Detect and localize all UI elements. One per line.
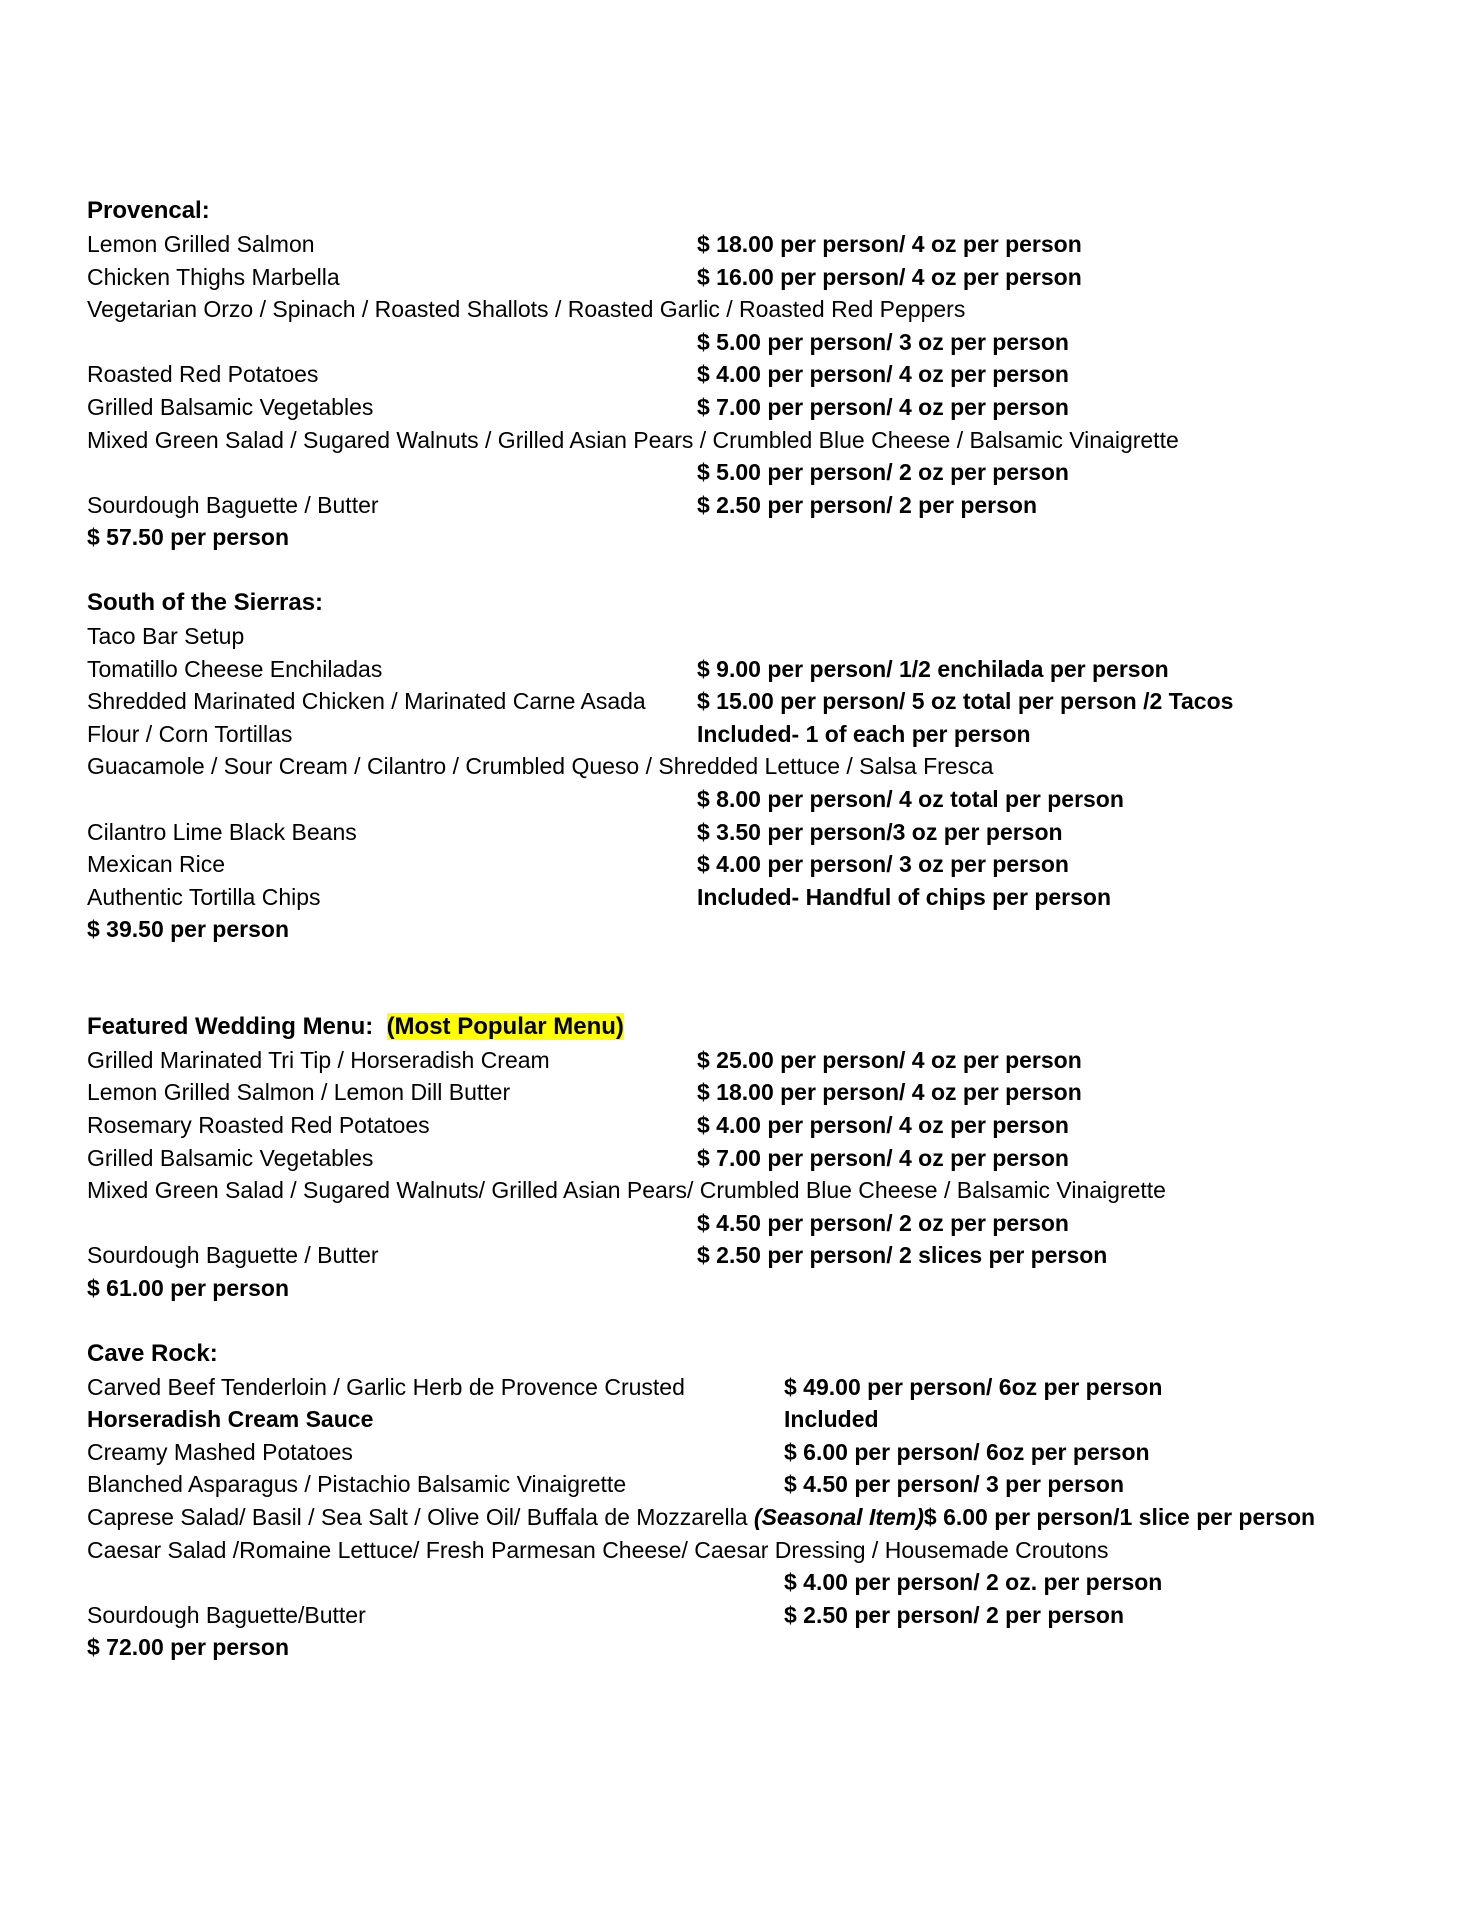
section-total: $ 61.00 per person: [87, 1275, 289, 1302]
menu-item: Caesar Salad /Romaine Lettuce/ Fresh Parmesan Cheese/ Caesar Dressing / Housemade Croutons: [87, 1536, 1109, 1563]
menu-item: Grilled Balsamic Vegetables: [87, 1144, 374, 1171]
menu-item: Lemon Grilled Salmon / Lemon Dill Butter: [87, 1079, 511, 1106]
menu-item: Grilled Marinated Tri Tip / Horseradish Cream: [87, 1046, 550, 1073]
menu-row: [87, 1501, 1467, 1534]
menu-section-provencal: [87, 194, 1467, 554]
menu-item: Sourdough Baguette / Butter: [87, 491, 379, 518]
section-total: $ 72.00 per person: [87, 1634, 289, 1661]
menu-price: $ 16.00 per person/ 4 oz per person: [697, 263, 1082, 290]
menu-price: $ 2.50 per person/ 2 per person: [697, 491, 1038, 518]
menu-price: $ 7.00 per person/ 4 oz per person: [697, 393, 1069, 420]
menu-item: Flour / Corn Tortillas: [87, 720, 293, 747]
menu-row: [87, 326, 1467, 359]
menu-price: $ 7.00 per person/ 4 oz per person: [697, 1144, 1069, 1171]
menu-row: [87, 1436, 1467, 1469]
menu-row: [87, 293, 1467, 326]
menu-item: Mixed Green Salad / Sugared Walnuts / Grilled Asian Pears / Crumbled Blue Cheese / Balsamic Vinaigrette: [87, 426, 1179, 453]
menu-price: $ 25.00 per person/ 4 oz per person: [697, 1046, 1082, 1073]
menu-item: Blanched Asparagus / Pistachio Balsamic Vinaigrette: [87, 1471, 627, 1498]
menu-item: Mexican Rice: [87, 851, 226, 878]
menu-row: [87, 620, 1467, 653]
menu-item: Sourdough Baguette/Butter: [87, 1601, 366, 1628]
menu-item: Cilantro Lime Black Beans: [87, 818, 357, 845]
menu-price: $ 2.50 per person/ 2 slices per person: [697, 1242, 1108, 1269]
menu-price: $ 15.00 per person/ 5 oz total per person /2 Tacos: [697, 688, 1234, 715]
menu-row: [87, 1403, 1467, 1436]
menu-item: Carved Beef Tenderloin / Garlic Herb de Provence Crusted: [87, 1373, 685, 1400]
menu-item: Mixed Green Salad / Sugared Walnuts/ Grilled Asian Pears/ Crumbled Blue Cheese / Balsamic Vinaigrette: [87, 1177, 1166, 1204]
menu-price: Included: [784, 1406, 879, 1433]
menu-price: $ 2.50 per person/ 2 per person: [784, 1601, 1125, 1628]
menu-item: Shredded Marinated Chicken / Marinated Carne Asada: [87, 688, 646, 715]
section-title: Provencal:: [87, 197, 210, 224]
menu-section-featured-wedding: [87, 1010, 1467, 1305]
menu-item: Chicken Thighs Marbella: [87, 263, 340, 290]
menu-item-with-note: [87, 1501, 1315, 1534]
menu-row: [87, 718, 1467, 751]
section-title: South of the Sierras:: [87, 588, 324, 616]
menu-row: [87, 1207, 1467, 1240]
menu-row: [87, 783, 1467, 816]
menu-row: [87, 424, 1467, 457]
menu-row: [87, 1142, 1467, 1175]
menu-item: Lemon Grilled Salmon: [87, 231, 315, 257]
menu-item: Tomatillo Cheese Enchiladas: [87, 655, 383, 682]
menu-price: $ 4.00 per person/ 3 oz per person: [697, 851, 1069, 878]
menu-row: [87, 1371, 1467, 1404]
menu-price: $ 5.00 per person/ 2 oz per person: [697, 459, 1069, 486]
menu-section-south-of-the-sierras: [87, 586, 1467, 946]
menu-price: $ 3.50 per person/3 oz per person: [697, 818, 1063, 845]
menu-row: [87, 489, 1467, 522]
menu-price: Included- 1 of each per person: [697, 720, 1031, 747]
menu-row: [87, 1239, 1467, 1272]
menu-price: $ 5.00 per person/ 3 oz per person: [697, 328, 1069, 355]
menu-row: [87, 1109, 1467, 1142]
menu-row: [87, 1534, 1467, 1567]
menu-row: [87, 1174, 1467, 1207]
menu-price: $ 18.00 per person/ 4 oz per person: [697, 231, 1082, 257]
menu-item: Guacamole / Sour Cream / Cilantro / Crumbled Queso / Shredded Lettuce / Salsa Fresca: [87, 753, 994, 780]
menu-row: [87, 881, 1467, 914]
menu-row: [87, 228, 1467, 261]
menu-price: $ 9.00 per person/ 1/2 enchilada per person: [697, 655, 1169, 682]
menu-price: $ 49.00 per person/ 6oz per person: [784, 1373, 1163, 1400]
section-title-row: [87, 1010, 1467, 1044]
menu-price: $ 4.00 per person/ 2 oz. per person: [784, 1569, 1163, 1596]
menu-item: Authentic Tortilla Chips: [87, 883, 321, 910]
menu-row: [87, 1599, 1467, 1632]
menu-row: [87, 1044, 1467, 1077]
menu-price: $ 4.00 per person/ 4 oz per person: [697, 361, 1069, 388]
menu-price: $ 6.00 per person/1 slice per person: [923, 1504, 1316, 1530]
section-total: $ 39.50 per person: [87, 916, 289, 943]
menu-item: Caprese Salad/ Basil / Sea Salt / Olive Oil/ Buffala de Mozzarella: [87, 1504, 754, 1530]
menu-row: [87, 391, 1467, 424]
menu-document: [87, 194, 1467, 1664]
menu-row: [87, 816, 1467, 849]
menu-item: Horseradish Cream Sauce: [87, 1406, 374, 1433]
seasonal-note: (Seasonal Item): [753, 1504, 924, 1530]
popular-badge: (Most Popular Menu): [386, 1012, 624, 1040]
menu-row: [87, 261, 1467, 294]
section-title: Cave Rock:: [87, 1339, 218, 1367]
section-title: Featured Wedding Menu:: [87, 1012, 374, 1040]
menu-row: [87, 1566, 1467, 1599]
section-total: $ 57.50 per person: [87, 524, 289, 551]
menu-item: Grilled Balsamic Vegetables: [87, 393, 374, 420]
menu-row: [87, 1076, 1467, 1109]
menu-price: $ 4.00 per person/ 4 oz per person: [697, 1112, 1069, 1139]
menu-price: $ 6.00 per person/ 6oz per person: [784, 1438, 1150, 1465]
menu-price: Included- Handful of chips per person: [697, 883, 1112, 910]
menu-row: [87, 685, 1467, 718]
menu-row: [87, 358, 1467, 391]
menu-price: $ 18.00 per person/ 4 oz per person: [697, 1079, 1082, 1106]
menu-item: Taco Bar Setup: [87, 622, 245, 649]
menu-section-cave-rock: [87, 1337, 1467, 1664]
menu-price: $ 4.50 per person/ 2 oz per person: [697, 1209, 1069, 1236]
menu-row: [87, 750, 1467, 783]
menu-price: $ 8.00 per person/ 4 oz total per person: [697, 785, 1124, 812]
menu-price: $ 4.50 per person/ 3 per person: [784, 1471, 1125, 1498]
menu-item: Roasted Red Potatoes: [87, 361, 319, 388]
menu-row: [87, 653, 1467, 686]
menu-item: Vegetarian Orzo / Spinach / Roasted Shallots / Roasted Garlic / Roasted Red Peppers: [87, 296, 966, 323]
menu-item: Rosemary Roasted Red Potatoes: [87, 1112, 430, 1139]
menu-row: [87, 848, 1467, 881]
menu-item: Creamy Mashed Potatoes: [87, 1438, 353, 1465]
menu-row: [87, 1468, 1467, 1501]
menu-item: Sourdough Baguette / Butter: [87, 1242, 379, 1269]
menu-row: [87, 456, 1467, 489]
